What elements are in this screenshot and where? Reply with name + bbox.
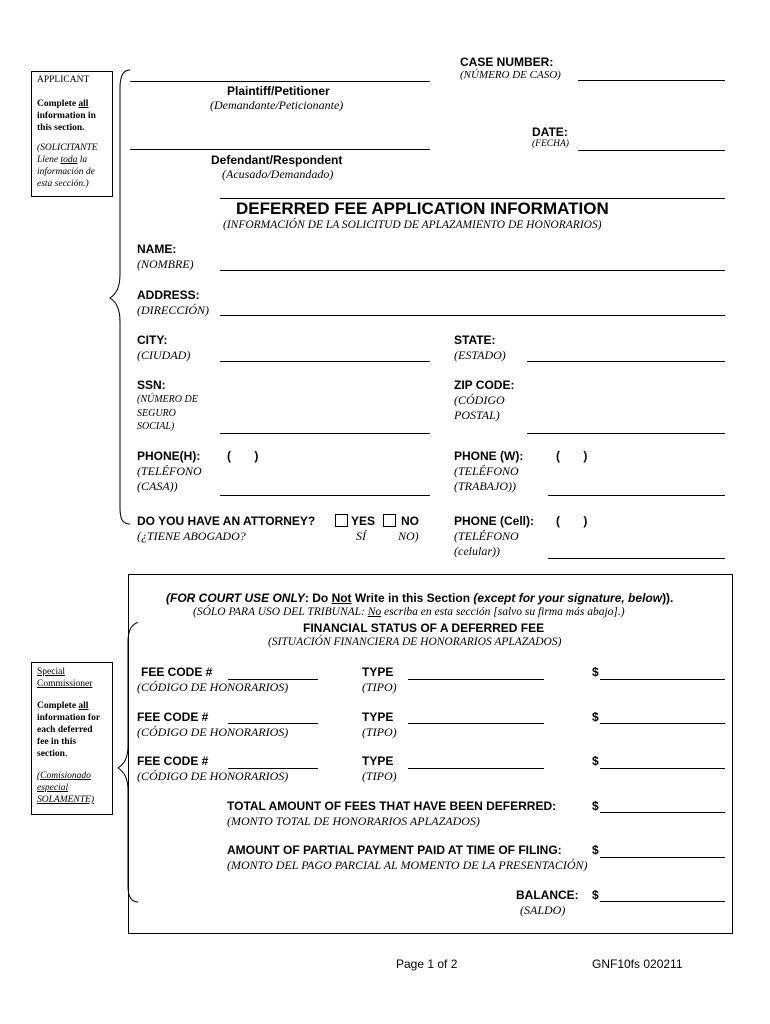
- amount-2-field[interactable]: [600, 723, 725, 724]
- total-deferred-label: TOTAL AMOUNT OF FEES THAT HAVE BEEN DEFERRED:: [227, 799, 557, 813]
- court-line1-a: (FOR COURT USE ONLY: [166, 591, 305, 605]
- commissioner-l5b: .: [64, 749, 68, 759]
- ssn-label: SSN:: [137, 378, 166, 392]
- name-label: NAME:: [137, 242, 177, 256]
- commissioner-l4: fee in this: [37, 737, 77, 747]
- court-line1-e: )).: [662, 591, 674, 605]
- type-3-field[interactable]: [408, 768, 544, 769]
- phone-home-field[interactable]: [220, 495, 430, 496]
- amount-1-field[interactable]: [600, 679, 725, 680]
- ssn-es3: SOCIAL): [137, 421, 175, 432]
- court-line2-no: No: [367, 606, 382, 618]
- type-2-es: (TIPO): [362, 725, 397, 739]
- financial-status-es: (SITUACIÓN FINANCIERA DE HONORARIOS APLAZADOS): [268, 636, 562, 648]
- defendant-field[interactable]: [130, 149, 430, 150]
- defendant-label: Defendant/Respondent: [211, 153, 343, 167]
- phone-home-label: PHONE(H):: [137, 449, 201, 463]
- ssn-es1: (NÚMERO DE: [137, 394, 198, 405]
- commissioner-l2: information for: [37, 713, 101, 723]
- fee-code-3-label: FEE CODE #: [137, 754, 209, 768]
- zip-field[interactable]: [527, 433, 725, 434]
- applicant-es4: esta sección.): [37, 179, 89, 189]
- phone-work-label: PHONE (W):: [454, 449, 524, 463]
- phone-work-es1: (TELÉFONO: [454, 464, 519, 478]
- plaintiff-field[interactable]: [130, 81, 430, 82]
- page-number: Page 1 of 2: [396, 957, 458, 971]
- type-1-field[interactable]: [408, 679, 544, 680]
- plaintiff-label: Plaintiff/Petitioner: [227, 84, 330, 98]
- court-line1-c: Write in this Section: [351, 591, 474, 605]
- applicant-line3: this section.: [37, 123, 85, 133]
- amount-2-dollar: $: [592, 710, 599, 724]
- form-title-es: (INFORMACIÓN DE LA SOLICITUD DE APLAZAMIENTO DE HONORARIOS): [223, 219, 602, 231]
- applicant-es3: información de: [37, 167, 95, 177]
- applicant-line1: Complete: [37, 99, 79, 109]
- phone-cell-label: PHONE (Cell):: [454, 514, 535, 528]
- zip-label: ZIP CODE:: [454, 378, 515, 392]
- form-title: DEFERRED FEE APPLICATION INFORMATION: [236, 199, 609, 218]
- court-line2-a: (SÓLO PARA USO DEL TRIBUNAL:: [193, 606, 368, 618]
- partial-payment-field[interactable]: [600, 857, 725, 858]
- attorney-es: (¿TIENE ABOGADO?: [137, 529, 246, 543]
- applicant-box-text: [37, 74, 98, 190]
- address-field[interactable]: [220, 315, 725, 316]
- type-3-label: TYPE: [362, 754, 394, 768]
- case-number-label: CASE NUMBER:: [460, 55, 554, 69]
- attorney-no-es: NO): [398, 529, 419, 543]
- city-es: (CIUDAD): [137, 348, 191, 362]
- phone-work-es: [454, 464, 519, 494]
- court-use-heading: [166, 591, 673, 605]
- type-1-label: TYPE: [362, 665, 394, 679]
- plaintiff-es: (Demandante/Peticionante): [210, 98, 344, 112]
- phone-cell-field[interactable]: [548, 558, 725, 559]
- city-label: CITY:: [137, 333, 168, 347]
- phone-home-paren: ( ): [227, 449, 259, 463]
- commissioner-bracket: [108, 616, 138, 916]
- defendant-es: (Acusado/Demandado): [222, 167, 334, 181]
- commissioner-e1: (Comisionado: [37, 771, 91, 781]
- court-use-heading-es: [193, 606, 625, 618]
- fee-code-2-label: FEE CODE #: [137, 710, 209, 724]
- financial-status-heading: FINANCIAL STATUS OF A DEFERRED FEE: [303, 621, 545, 635]
- phone-work-field[interactable]: [548, 495, 725, 496]
- address-label: ADDRESS:: [137, 288, 200, 302]
- fee-code-3-es: (CÓDIGO DE HONORARIOS): [137, 769, 289, 783]
- ssn-field[interactable]: [220, 433, 430, 434]
- case-number-field[interactable]: [578, 80, 725, 81]
- type-1-es: (TIPO): [362, 680, 397, 694]
- date-label: DATE:: [532, 125, 568, 139]
- amount-1-dollar: $: [592, 665, 599, 679]
- phone-cell-paren: ( ): [556, 514, 588, 528]
- state-label: STATE:: [454, 333, 496, 347]
- zip-es1: (CÓDIGO: [454, 393, 505, 407]
- commissioner-l3: each deferred: [37, 725, 93, 735]
- ssn-es: [137, 393, 198, 434]
- attorney-yes-checkbox[interactable]: [335, 514, 348, 527]
- name-field[interactable]: [220, 270, 725, 271]
- zip-es: [454, 393, 505, 423]
- balance-field[interactable]: [600, 901, 725, 902]
- court-line2-b: escriba en esta sección [salvo su firma más abajo].): [381, 606, 625, 618]
- fee-code-2-field[interactable]: [228, 723, 318, 724]
- commissioner-e2: especial: [37, 783, 69, 793]
- commissioner-l1: Complete: [37, 701, 79, 711]
- phone-cell-es2: (celular)): [454, 544, 500, 558]
- commissioner-l5: section: [37, 749, 65, 759]
- ssn-es2: SEGURO: [137, 407, 176, 419]
- date-field[interactable]: [578, 150, 725, 151]
- balance-dollar: $: [592, 888, 599, 902]
- attorney-yes-es: SÍ: [356, 529, 366, 543]
- amount-3-dollar: $: [592, 754, 599, 768]
- state-field[interactable]: [527, 361, 725, 362]
- type-3-es: (TIPO): [362, 769, 397, 783]
- city-field[interactable]: [220, 361, 430, 362]
- applicant-line2: information in: [37, 111, 96, 121]
- case-number-es: (NÚMERO DE CASO): [460, 69, 561, 81]
- partial-payment-dollar: $: [592, 843, 599, 857]
- phone-work-paren: ( ): [556, 449, 588, 463]
- partial-payment-label: AMOUNT OF PARTIAL PAYMENT PAID AT TIME OF FILING:: [227, 843, 562, 857]
- name-es: (NOMBRE): [137, 257, 194, 271]
- applicant-es2a: Llene: [37, 155, 61, 165]
- court-line1-b: : Do: [304, 591, 332, 605]
- attorney-no-checkbox[interactable]: [383, 514, 396, 527]
- phone-home-es: [137, 464, 202, 494]
- fee-code-1-es: (CÓDIGO DE HONORARIOS): [137, 680, 289, 694]
- commissioner-box-text: [37, 666, 100, 806]
- attorney-yes-label: YES: [351, 514, 376, 528]
- phone-work-es2: (TRABAJO)): [454, 479, 516, 493]
- phone-home-es1: (TELÉFONO: [137, 464, 202, 478]
- amount-3-field[interactable]: [600, 768, 725, 769]
- total-deferred-dollar: $: [592, 799, 599, 813]
- commissioner-l1u: all: [78, 701, 89, 711]
- commissioner-t1: Special: [37, 667, 65, 677]
- applicant-line1-u: all: [78, 99, 89, 109]
- state-es: (ESTADO): [454, 348, 506, 362]
- attorney-label: DO YOU HAVE AN ATTORNEY?: [137, 514, 316, 528]
- commissioner-t2: Commissioner: [37, 679, 93, 689]
- commissioner-e3: SOLAMENTE): [37, 795, 94, 805]
- phone-home-es2: (CASA)): [137, 479, 178, 493]
- applicant-title: APPLICANT: [37, 75, 90, 85]
- balance-es: (SALDO): [520, 903, 566, 917]
- phone-cell-es1: (TELÉFONO: [454, 529, 519, 543]
- applicant-es2u: toda: [60, 155, 78, 165]
- form-id: GNF10fs 020211: [592, 957, 683, 971]
- zip-es2: POSTAL): [454, 408, 500, 422]
- applicant-es1: (SOLICITANTE: [37, 143, 98, 153]
- balance-label: BALANCE:: [516, 888, 579, 902]
- address-es: (DIRECCIÓN): [137, 303, 209, 317]
- partial-payment-es: (MONTO DEL PAGO PARCIAL AL MOMENTO DE LA PRESENTACIÓN): [227, 858, 588, 872]
- applicant-es2b: la: [77, 155, 88, 165]
- date-es: (FECHA): [532, 139, 569, 149]
- total-deferred-es: (MONTO TOTAL DE HONORARIOS APLAZADOS): [227, 814, 480, 828]
- applicant-bracket: [108, 64, 138, 534]
- fee-code-1-label: FEE CODE #: [141, 665, 213, 679]
- total-deferred-field[interactable]: [600, 812, 725, 813]
- type-2-field[interactable]: [408, 723, 544, 724]
- court-line1-not: Not: [331, 591, 352, 605]
- attorney-no-label: NO: [401, 514, 419, 528]
- type-2-label: TYPE: [362, 710, 394, 724]
- phone-cell-es: [454, 529, 519, 559]
- fee-code-2-es: (CÓDIGO DE HONORARIOS): [137, 725, 289, 739]
- court-line1-d: (except for your signature, below: [473, 591, 663, 605]
